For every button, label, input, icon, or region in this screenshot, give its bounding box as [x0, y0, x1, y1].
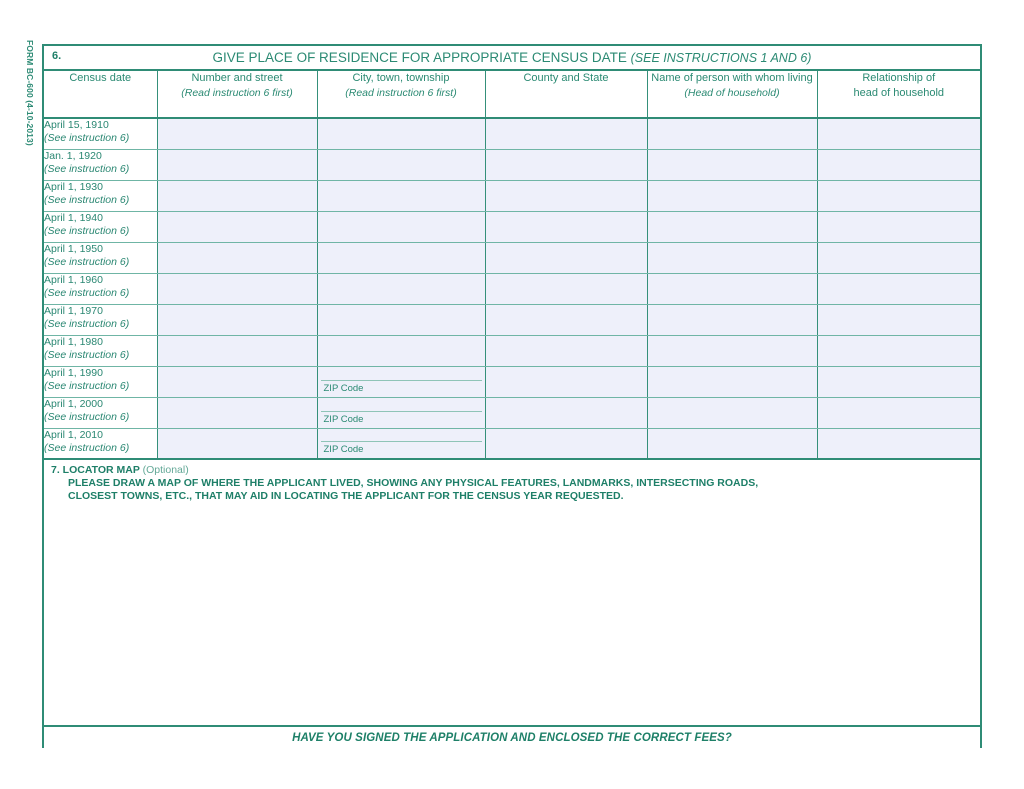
- field-relationship[interactable]: [817, 273, 980, 304]
- field-city-town-township[interactable]: [317, 335, 485, 366]
- census-date-label: April 1, 1950: [44, 242, 103, 255]
- header-sublabel: head of household: [853, 86, 945, 99]
- cell-census-date: [44, 211, 157, 242]
- census-date-label: April 1, 2010: [44, 428, 103, 441]
- form-number-vertical: FORM BC-600 (4-10-2013): [25, 40, 35, 146]
- cell-census-date: [44, 304, 157, 335]
- field-city-town-township[interactable]: [317, 428, 485, 459]
- census-date-label: April 1, 1960: [44, 273, 103, 286]
- section-7-heading: [44, 460, 980, 476]
- field-city-town-township[interactable]: [317, 149, 485, 180]
- field-relationship[interactable]: [817, 180, 980, 211]
- field-name-of-person[interactable]: [647, 242, 817, 273]
- census-date-instruction: (See instruction 6): [44, 162, 130, 175]
- header-label: Number and street: [191, 72, 283, 84]
- cell-census-date: [44, 118, 157, 149]
- field-relationship[interactable]: [817, 118, 980, 149]
- table-row: [44, 242, 980, 273]
- locator-map-drawing-area[interactable]: [44, 508, 980, 725]
- field-name-of-person[interactable]: [647, 211, 817, 242]
- census-date-label: April 1, 1930: [44, 180, 103, 193]
- field-name-of-person[interactable]: [647, 428, 817, 459]
- section-7-title: 7. LOCATOR MAP: [51, 464, 140, 476]
- header-sublabel: (Head of household): [684, 86, 780, 99]
- census-date-instruction: (See instruction 6): [44, 193, 130, 206]
- field-number-and-street[interactable]: [157, 397, 317, 428]
- column-header-county-and-state: [485, 71, 647, 118]
- column-header-relationship: [817, 71, 980, 118]
- field-number-and-street[interactable]: [157, 366, 317, 397]
- field-county-and-state[interactable]: [485, 180, 647, 211]
- table-row: [44, 118, 980, 149]
- field-name-of-person[interactable]: [647, 397, 817, 428]
- footer-notice-bar: [44, 727, 980, 751]
- cell-census-date: [44, 149, 157, 180]
- table-row: [44, 335, 980, 366]
- field-relationship[interactable]: [817, 366, 980, 397]
- field-relationship[interactable]: [817, 211, 980, 242]
- field-number-and-street[interactable]: [157, 149, 317, 180]
- census-date-instruction: (See instruction 6): [44, 348, 130, 361]
- table-row: [44, 211, 980, 242]
- table-row: [44, 273, 980, 304]
- header-label: City, town, township: [352, 72, 450, 84]
- residence-table-body: [44, 118, 980, 459]
- field-county-and-state[interactable]: [485, 211, 647, 242]
- field-name-of-person[interactable]: [647, 366, 817, 397]
- census-date-instruction: (See instruction 6): [44, 255, 130, 268]
- census-date-label: April 1, 1970: [44, 304, 103, 317]
- cell-census-date: [44, 366, 157, 397]
- section-7-optional-label: (Optional): [142, 464, 189, 476]
- footer-notice-text: HAVE YOU SIGNED THE APPLICATION AND ENCLOSED THE CORRECT FEES?: [292, 732, 732, 744]
- field-name-of-person[interactable]: [647, 304, 817, 335]
- field-county-and-state[interactable]: [485, 366, 647, 397]
- section-6-number: 6.: [52, 50, 62, 62]
- field-county-and-state[interactable]: [485, 335, 647, 366]
- field-county-and-state[interactable]: [485, 273, 647, 304]
- field-county-and-state[interactable]: [485, 242, 647, 273]
- census-date-instruction: (See instruction 6): [44, 317, 130, 330]
- field-city-town-township[interactable]: [317, 397, 485, 428]
- field-zip-code[interactable]: ZIP Code: [321, 411, 482, 426]
- census-date-instruction: (See instruction 6): [44, 286, 130, 299]
- cell-census-date: [44, 335, 157, 366]
- field-city-town-township[interactable]: [317, 211, 485, 242]
- header-label: Census date: [69, 72, 132, 84]
- section-7-instruction-line-2: CLOSEST TOWNS, ETC., THAT MAY AID IN LOCATING THE APPLICANT FOR THE CENSUS YEAR REQUESTED.: [68, 490, 624, 503]
- section-6-title-main: GIVE PLACE OF RESIDENCE FOR APPROPRIATE CENSUS DATE: [212, 50, 627, 65]
- section-6-title: [44, 50, 980, 65]
- census-date-label: April 1, 1980: [44, 335, 103, 348]
- field-county-and-state[interactable]: [485, 428, 647, 459]
- residence-table: [44, 71, 980, 460]
- field-relationship[interactable]: [817, 242, 980, 273]
- field-number-and-street[interactable]: [157, 304, 317, 335]
- census-date-instruction: (See instruction 6): [44, 379, 130, 392]
- field-relationship[interactable]: [817, 335, 980, 366]
- field-number-and-street[interactable]: [157, 180, 317, 211]
- census-date-instruction: (See instruction 6): [44, 224, 130, 237]
- census-date-label: Jan. 1, 1920: [44, 149, 102, 162]
- census-date-instruction: (See instruction 6): [44, 132, 130, 145]
- field-city-town-township[interactable]: [317, 273, 485, 304]
- field-number-and-street[interactable]: [157, 242, 317, 273]
- field-name-of-person[interactable]: [647, 180, 817, 211]
- cell-census-date: [44, 397, 157, 428]
- section-6-title-instructions: (SEE INSTRUCTIONS 1 AND 6): [630, 51, 812, 65]
- field-name-of-person[interactable]: [647, 118, 817, 149]
- field-county-and-state[interactable]: [485, 149, 647, 180]
- table-row: [44, 366, 980, 397]
- census-date-label: April 15, 1910: [44, 119, 109, 131]
- field-city-town-township[interactable]: [317, 242, 485, 273]
- field-zip-code[interactable]: ZIP Code: [321, 380, 482, 395]
- table-row: [44, 397, 980, 428]
- column-header-name-of-person: [647, 71, 817, 118]
- cell-census-date: [44, 273, 157, 304]
- table-row: [44, 180, 980, 211]
- cell-census-date: [44, 180, 157, 211]
- cell-census-date: [44, 242, 157, 273]
- field-relationship[interactable]: [817, 428, 980, 459]
- field-number-and-street[interactable]: [157, 211, 317, 242]
- column-header-number-and-street: [157, 71, 317, 118]
- census-date-instruction: (See instruction 6): [44, 441, 130, 454]
- field-city-town-township[interactable]: [317, 366, 485, 397]
- field-relationship[interactable]: [817, 304, 980, 335]
- field-city-town-township[interactable]: [317, 180, 485, 211]
- header-label: Name of person with whom living: [651, 72, 813, 84]
- field-name-of-person[interactable]: [647, 149, 817, 180]
- column-header-row: [44, 71, 980, 118]
- header-label: County and State: [523, 72, 609, 84]
- field-zip-code[interactable]: ZIP Code: [321, 441, 482, 456]
- header-sublabel: (Read instruction 6 first): [181, 86, 293, 99]
- column-header-city-town-township: [317, 71, 485, 118]
- field-number-and-street[interactable]: [157, 273, 317, 304]
- field-county-and-state[interactable]: [485, 118, 647, 149]
- header-label: Relationship of: [862, 72, 936, 84]
- census-date-label: April 1, 1990: [44, 366, 103, 379]
- field-relationship[interactable]: [817, 397, 980, 428]
- table-row: [44, 149, 980, 180]
- header-sublabel: (Read instruction 6 first): [345, 86, 457, 99]
- section-7-instruction-line-1: PLEASE DRAW A MAP OF WHERE THE APPLICANT LIVED, SHOWING ANY PHYSICAL FEATURES, LANDMARKS, INTERSECTING ROADS,: [68, 477, 759, 489]
- table-row: [44, 304, 980, 335]
- field-city-town-township[interactable]: [317, 304, 485, 335]
- field-name-of-person[interactable]: [647, 273, 817, 304]
- section-7-locator-map: [44, 460, 980, 727]
- cell-census-date: [44, 428, 157, 459]
- column-header-census-date: [44, 71, 157, 118]
- section-7-instructions: [44, 476, 980, 504]
- field-number-and-street[interactable]: [157, 335, 317, 366]
- field-number-and-street[interactable]: [157, 428, 317, 459]
- field-name-of-person[interactable]: [647, 335, 817, 366]
- form-frame: [42, 44, 982, 748]
- field-county-and-state[interactable]: [485, 397, 647, 428]
- census-date-instruction: (See instruction 6): [44, 410, 130, 423]
- field-relationship[interactable]: [817, 149, 980, 180]
- field-county-and-state[interactable]: [485, 304, 647, 335]
- field-number-and-street[interactable]: [157, 118, 317, 149]
- section-6-header: [44, 46, 980, 71]
- field-city-town-township[interactable]: [317, 118, 485, 149]
- table-row: [44, 428, 980, 459]
- census-date-label: April 1, 2000: [44, 397, 103, 410]
- census-date-label: April 1, 1940: [44, 211, 103, 224]
- residence-table-head: [44, 71, 980, 118]
